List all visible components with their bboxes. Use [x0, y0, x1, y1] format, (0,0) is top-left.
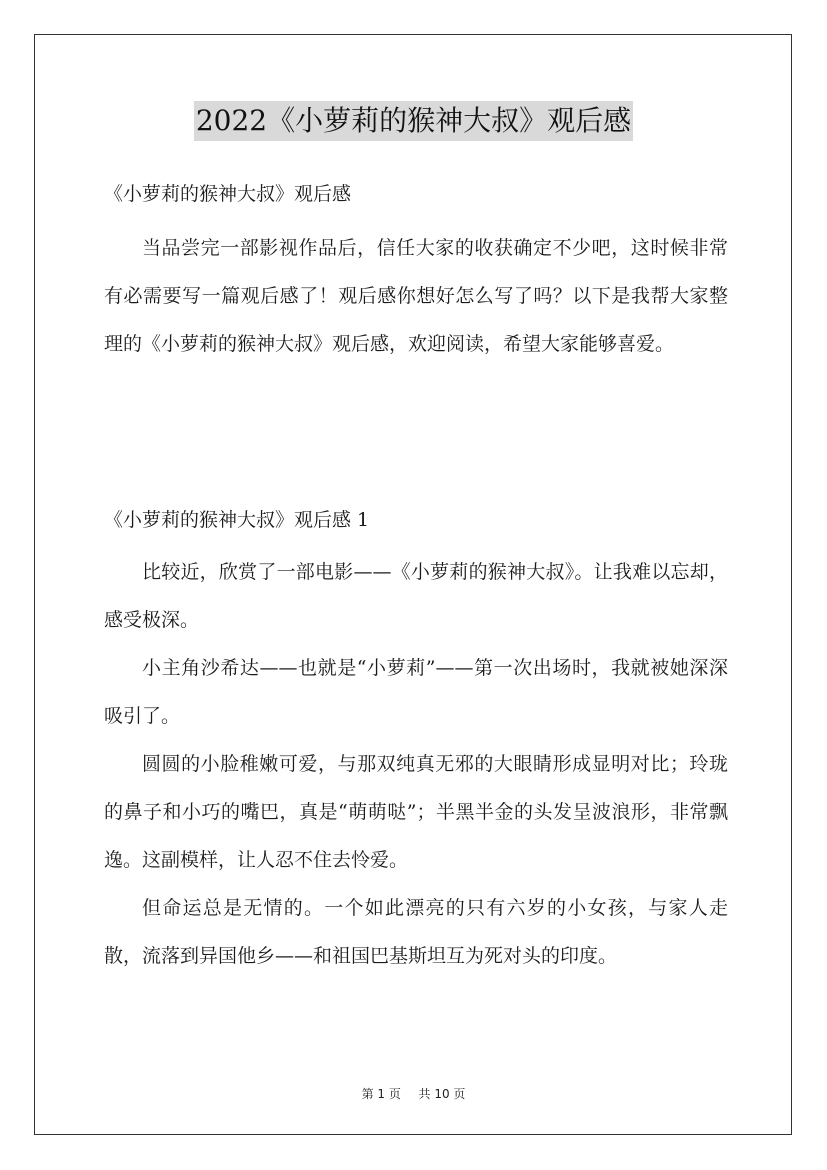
intro-heading: 《小萝莉的猴神大叔》观后感 — [104, 183, 352, 205]
section-heading: 《小萝莉的猴神大叔》观后感 1 — [104, 509, 370, 531]
intro-body — [104, 224, 728, 368]
section-paragraph: 小主角沙希达——也就是“小萝莉”——第一次出场时，我就被她深深吸引了。 — [104, 657, 728, 727]
page-number: 第 1 页 — [361, 1087, 401, 1101]
page-footer — [0, 1085, 827, 1102]
section-paragraph: 但命运总是无情的。一个如此漂亮的只有六岁的小女孩，与家人走散，流落到异国他乡——和祖国巴基斯坦互为死对头的印度。 — [104, 897, 728, 967]
page-total: 共 10 页 — [418, 1087, 466, 1101]
section-body — [104, 548, 728, 980]
section-paragraph: 圆圆的小脸稚嫩可爱，与那双纯真无邪的大眼睛形成显明对比；玲珑的鼻子和小巧的嘴巴，真是“萌萌哒”；半黑半金的头发呈波浪形，非常飘逸。这副模样，让人忍不住去怜爱。 — [104, 753, 728, 871]
title-container — [0, 101, 827, 141]
intro-paragraph: 当品尝完一部影视作品后，信任大家的收获确定不少吧，这时候非常有必需要写一篇观后感了！观后感你想好怎么写了吗？以下是我帮大家整理的《小萝莉的猴神大叔》观后感，欢迎阅读，希望大家能够喜爱。 — [104, 237, 728, 355]
section-paragraph: 比较近，欣赏了一部电影——《小萝莉的猴神大叔》。让我难以忘却，感受极深。 — [104, 561, 728, 631]
document-title: 2022《小萝莉的猴神大叔》观后感 — [194, 101, 633, 141]
